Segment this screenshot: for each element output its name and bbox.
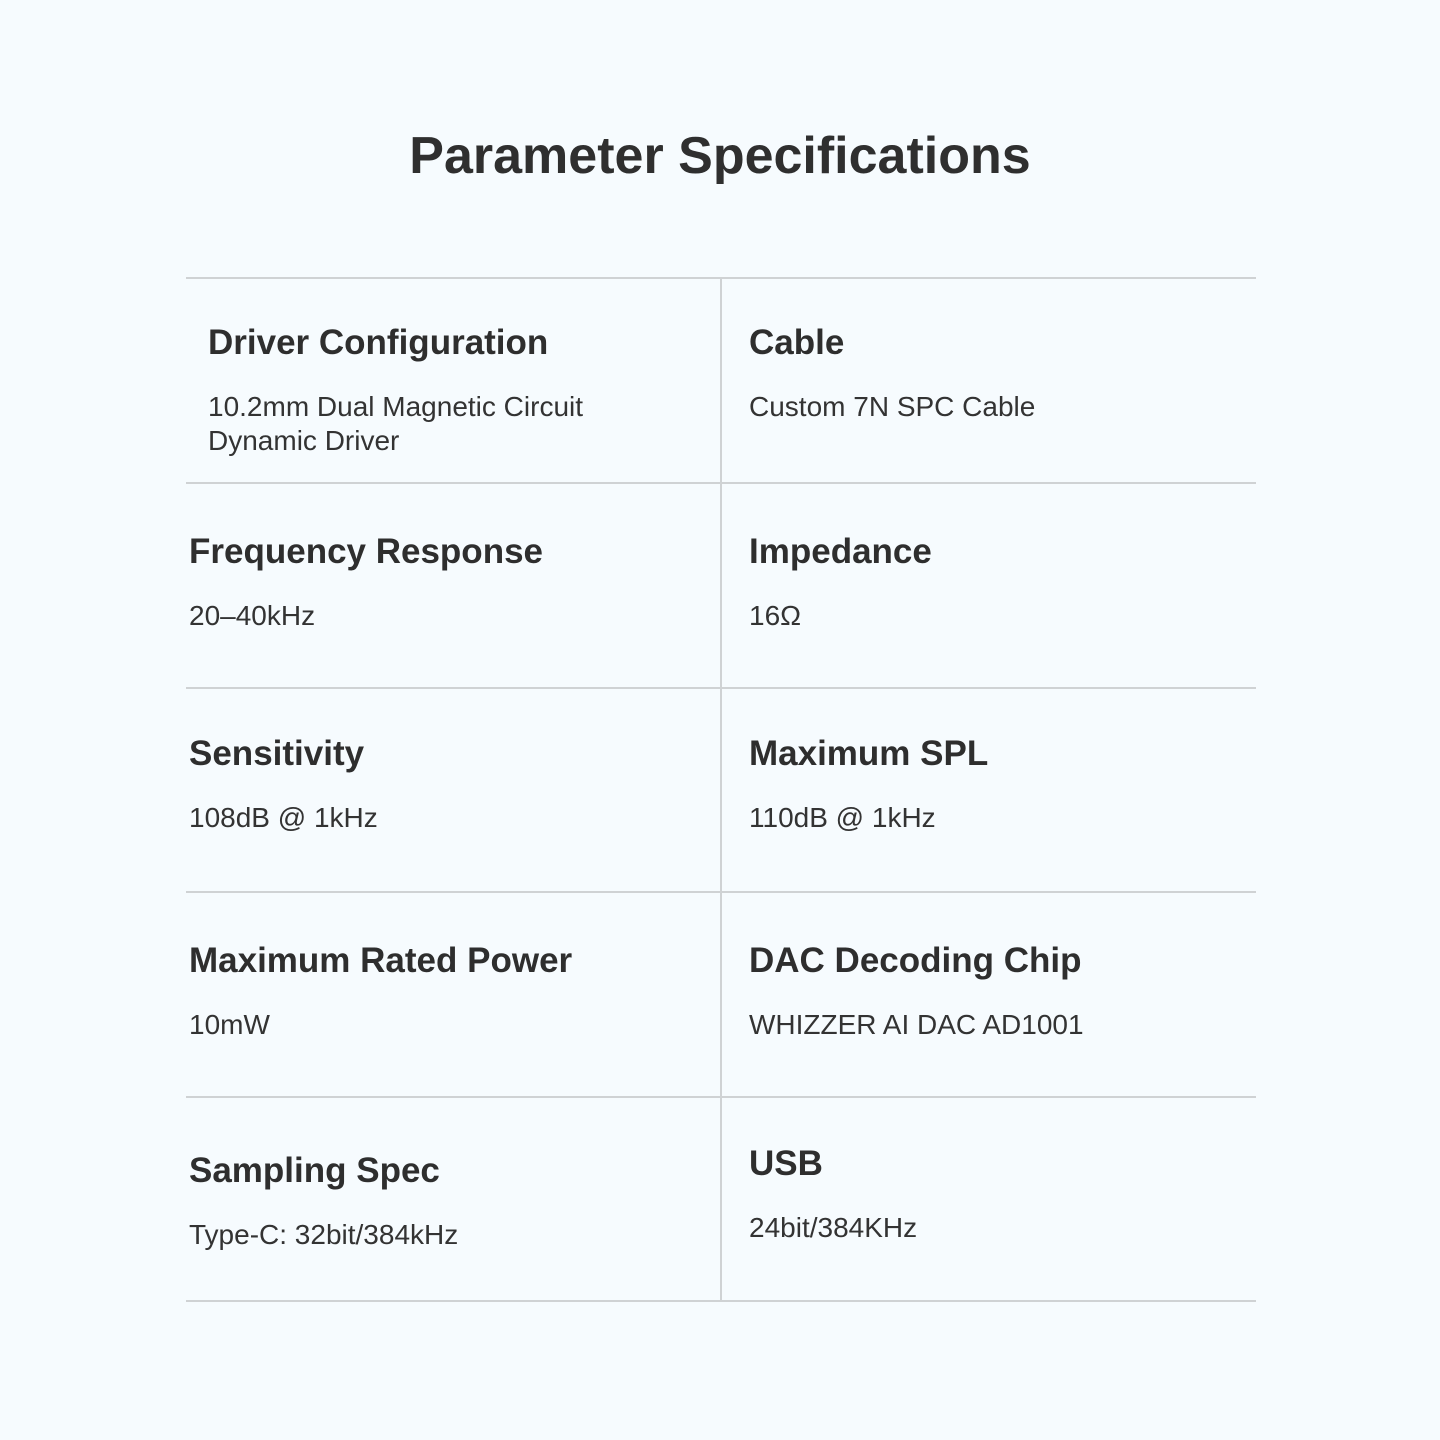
spec-value: 10mW — [189, 1009, 270, 1040]
spec-label: Driver Configuration — [208, 323, 549, 362]
spec-table — [186, 277, 1256, 1302]
spec-value: 16Ω — [749, 600, 802, 631]
spec-value: WHIZZER AI DAC AD1001 — [749, 1009, 1084, 1040]
spec-cell-impedance — [749, 531, 1249, 633]
spec-label: Impedance — [749, 532, 932, 571]
spec-label: Cable — [749, 323, 845, 362]
spec-label: Frequency Response — [189, 532, 543, 571]
spec-value: 20–40kHz — [189, 600, 316, 631]
spec-value: 24bit/384KHz — [749, 1212, 918, 1243]
spec-cell-dac-decoding-chip — [749, 940, 1249, 1042]
spec-value: 110dB @ 1kHz — [749, 802, 936, 833]
spec-cell-sensitivity — [189, 733, 689, 835]
spec-cell-maximum-rated-power — [189, 940, 689, 1042]
spec-value: Custom 7N SPC Cable — [749, 391, 1036, 422]
spec-cell-frequency-response — [189, 531, 689, 633]
spec-value: 108dB @ 1kHz — [189, 802, 378, 833]
page-title: Parameter Specifications — [409, 127, 1031, 185]
spec-cell-sampling-spec — [189, 1150, 689, 1252]
spec-label: Maximum Rated Power — [189, 941, 573, 980]
spec-value: 10.2mm Dual Magnetic Circuit Dynamic Driver — [208, 391, 584, 456]
spec-value: Type-C: 32bit/384kHz — [189, 1219, 459, 1250]
column-divider — [720, 277, 722, 1302]
spec-cell-driver-configuration — [208, 322, 708, 458]
spec-cell-maximum-spl — [749, 733, 1249, 835]
spec-label: Maximum SPL — [749, 734, 989, 773]
spec-label: Sensitivity — [189, 734, 365, 773]
spec-label: USB — [749, 1144, 823, 1183]
spec-cell-usb — [749, 1143, 1249, 1245]
spec-label: DAC Decoding Chip — [749, 941, 1082, 980]
spec-label: Sampling Spec — [189, 1151, 440, 1190]
spec-cell-cable — [749, 322, 1249, 424]
